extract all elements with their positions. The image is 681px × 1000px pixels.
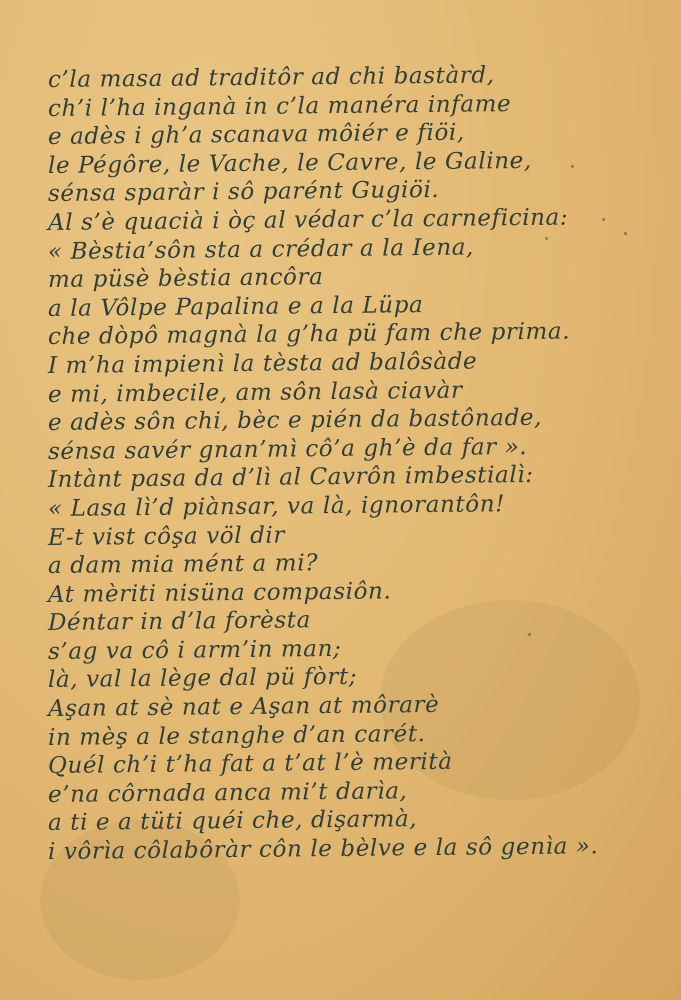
ink-speck (602, 218, 605, 221)
poem-line: ma püsè bèstia ancôra (48, 264, 324, 294)
poem-line: e mi, imbecile, am sôn lasà ciavàr (48, 377, 463, 408)
poem-line: sénsa sparàr i sô parént Gugiöi. (48, 177, 440, 208)
poem-line: At mèriti nisüna compasiôn. (48, 578, 392, 608)
ink-speck (545, 237, 548, 240)
poem-line: a ti e a tüti quéi che, dişarmà, (48, 806, 418, 837)
ink-speck (571, 165, 574, 168)
poem-line: s’ag va cô i arm’in man; (48, 635, 342, 665)
poem-line: c’la masa ad traditôr ad chi bastàrd, (48, 62, 495, 93)
poem-line: e adès i gh’a scanava môiér e fiöi, (48, 119, 465, 151)
poem-line: a dam mia mént a mi? (48, 550, 319, 580)
poem-line: a la Vôlpe Papalina e a la Lüpa (48, 291, 424, 322)
poem-line: sénsa savér gnan’mì cô’a gh’è da far ». (48, 433, 528, 465)
poem-line: le Pégôre, le Vache, le Cavre, le Galine, (48, 147, 532, 179)
poem-line: che dòpô magnà la g’ha pü fam che prima. (48, 318, 571, 351)
ink-speck (624, 232, 627, 235)
poem-line: ch’i l’ha inganà in c’la manéra infame (48, 90, 512, 122)
poem-line: Aşan at sè nat e Aşan at môrarè (48, 691, 440, 723)
poem-line: i vôrìa côlabôràr côn le bèlve e la sô genìa ». (48, 833, 599, 866)
poem-line: e’na côrnada anca mi’t darìa, (48, 778, 408, 808)
poem-line: là, val la lège dal pü fòrt; (48, 664, 358, 694)
poem-line: Quél ch’i t’ha fat a t’at l’è merità (48, 749, 453, 780)
poem-line: Al s’è quacià i òç al védar c’la carneficina: (48, 204, 569, 236)
poem-line: E-t vist côşa völ dir (48, 522, 285, 551)
poem-line: Déntar in d’la forèsta (48, 607, 311, 637)
poem-line: in mèş a le stanghe d’an carét. (48, 720, 426, 751)
poem (48, 62, 668, 867)
poem-line: Intànt pasa da d’lì al Cavrôn imbestialì: (48, 462, 534, 494)
poem-line: « Bèstia’sôn sta a crédar a la Iena, (48, 234, 474, 265)
poem-line: I m’ha impienì la tèsta ad balôsàde (48, 348, 478, 379)
poem-line: « Lasa lì’d piànsar, va là, ignorantôn! (48, 491, 505, 522)
ink-speck (528, 633, 531, 636)
poem-line: e adès sôn chi, bèc e pién da bastônade, (48, 404, 543, 437)
